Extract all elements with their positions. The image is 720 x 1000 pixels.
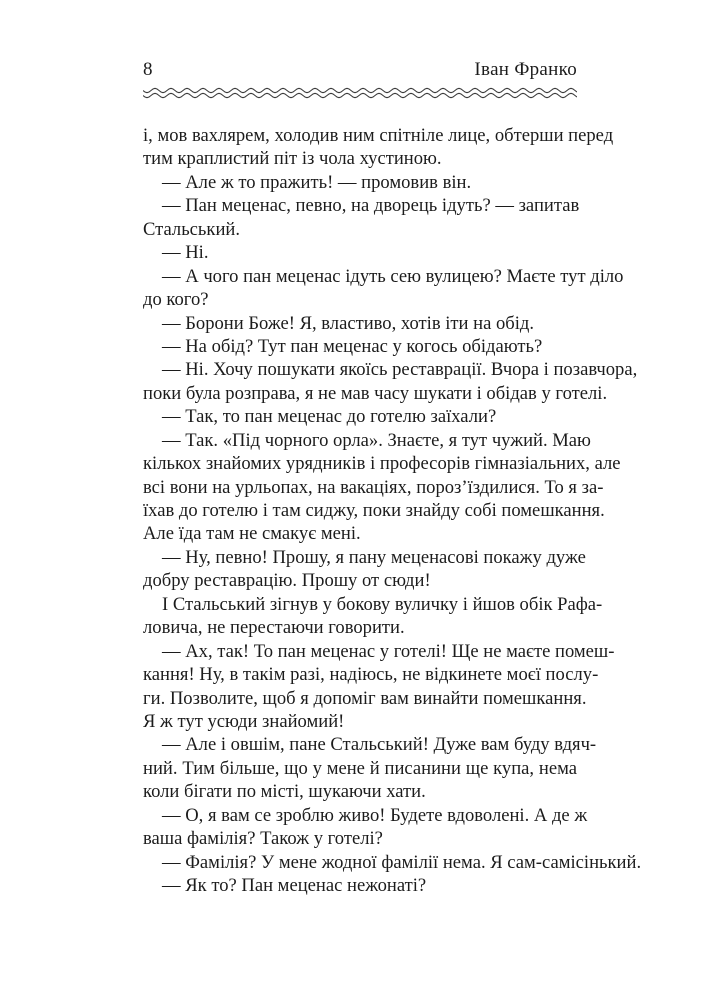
- page-number: 8: [143, 59, 153, 80]
- text-line: їхав до готелю і там сиджу, поки знайду собі помешкання.: [143, 500, 605, 521]
- running-head-author: Іван Франко: [474, 59, 577, 80]
- text-line: — Так, то пан меценас до готелю заїхали?: [162, 406, 497, 428]
- text-line: тим краплистий піт із чола хустиною.: [143, 148, 442, 170]
- text-line: ги. Позволите, щоб я допоміг вам винайти помешкання.: [143, 687, 587, 709]
- text-line: до кого?: [143, 289, 209, 311]
- text-line: — Але ж то пражить! — промовив він.: [162, 171, 472, 193]
- text-line: ловича, не перестаючи говорити.: [143, 617, 405, 639]
- text-line: — Фамілія? У мене жодної фамілії нема. Я сам-самісінький.: [162, 851, 642, 873]
- text-line: — Ні.: [162, 242, 209, 264]
- text-line: всі вони на урльопах, на вакаціях, пороз’їздилися. То я за-: [143, 476, 604, 498]
- text-line: поки була розправа, я не мав часу шукати і обідав у готелі.: [143, 382, 608, 404]
- text-line: Але їда там не смакує мені.: [143, 523, 361, 545]
- text-line: — Як то? Пан меценас нежонаті?: [162, 875, 427, 896]
- text-line: — На обід? Тут пан меценас у когось обідають?: [162, 335, 543, 357]
- text-line: — Так. «Під чорного орла». Знаєте, я тут чужий. Маю: [162, 429, 591, 451]
- text-line: — О, я вам се зроблю живо! Будете вдоволені. А де ж: [162, 804, 588, 826]
- text-line: — Борони Боже! Я, властиво, хотів іти на обід.: [162, 312, 535, 334]
- text-line: — Ну, певно! Прошу, я пану меценасові покажу дуже: [162, 546, 586, 568]
- text-line: кількох знайомих урядників і професорів гімназіальних, але: [143, 453, 621, 475]
- page-header: [143, 58, 577, 82]
- text-line: ваша фамілія? Також у готелі?: [143, 828, 383, 850]
- text-line: — Пан меценас, певно, на дворець ідуть? — запитав: [162, 195, 580, 217]
- text-line: — А чого пан меценас ідуть сею вулицею? Маєте тут діло: [162, 265, 624, 287]
- text-line: Стальський.: [143, 218, 240, 240]
- text-line: коли бігати по місті, шукаючи хати.: [143, 781, 426, 803]
- text-line: — Ах, так! То пан меценас у готелі! Ще не маєте помеш-: [162, 640, 615, 662]
- text-line: — Ні. Хочу пошукати якоїсь реставрації. Вчора і позавчора,: [162, 359, 638, 381]
- text-line: ний. Тим більше, що у мене й писанини ще купа, нема: [143, 757, 577, 779]
- text-line: кання! Ну, в такім разі, надіюсь, не відкинете моєї послу-: [143, 664, 599, 686]
- text-line: І Стальський зігнув у бокову вуличку і йшов обік Рафа-: [162, 593, 603, 615]
- wavy-divider-ornament: [143, 87, 577, 99]
- text-line: — Але і овшім, пане Стальський! Дуже вам буду вдяч-: [162, 734, 597, 756]
- body-text: [143, 124, 642, 897]
- text-line: і, мов вахлярем, холодив ним спітніле лице, обтерши перед: [143, 125, 614, 146]
- text-line: Я ж тут усюди знайомий!: [143, 710, 345, 732]
- text-line: добру реставрацію. Прошу от сюди!: [143, 570, 431, 592]
